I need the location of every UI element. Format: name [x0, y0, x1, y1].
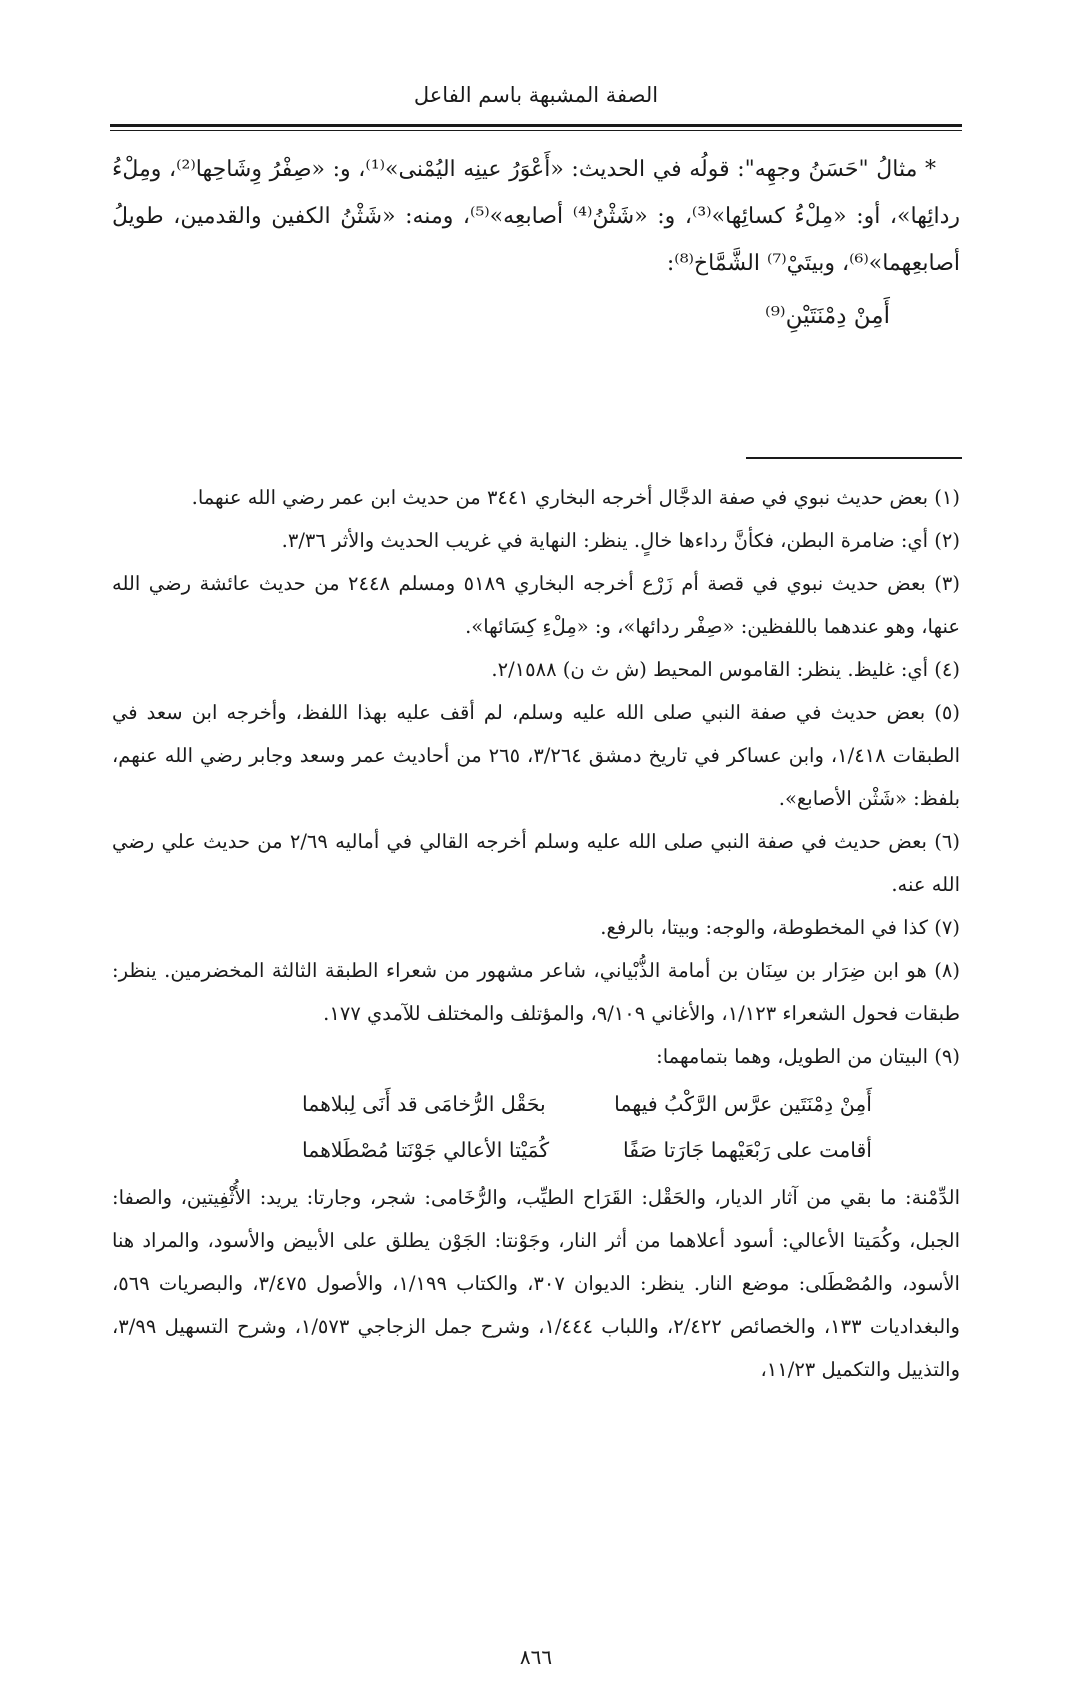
- footnote-9: (٩) البيتان من الطويل، وهما بتمامهما:: [656, 1045, 960, 1068]
- poem-hemistich-second: بحَقْل الرُّخامَى قد أَنَى لِبلاهما: [302, 1092, 546, 1116]
- footnote-5: (٥) بعض حديث في صفة النبي صلى الله عليه وسلم، لم أقف عليه بهذا اللفظ، وأخرجه ابن سعد في الطبقات ١/٤١٨، وابن عساكر في تاريخ دمشق ٣/٢٦٤، ٢٦٥ من أحاديث عمر وسعد وجابر رضي الله عنهم، بلفظ: «شَثْن الأصابع».: [112, 701, 960, 810]
- footnote-glossary: الدِّمْنة: ما بقي من آثار الديار، والحَقْل: القَرَاح الطيِّب، والرُّخَامى: شجر، وجارتا: يريد: الأُثْفِيتين، والصفا: الجبل، وكُمَيتا الأعالي: أسود أعلاهما من أثر النار، وجَوْنتا: الجَوْن يطلق على الأبيض والأسود، والمراد هنا الأسود، والمُصْطَلى: موضع النار. ينظر: الديوان ٣٠٧، والكتاب ١/١٩٩، والأصول ٣/٤٧٥، والبصريات ٥٦٩، والبغداديات ١٣٣، والخصائص ٢/٤٢٢، واللباب ١/٤٤٤، وشرح جمل الزجاجي ١/٥٧٣، وشرح التسهيل ٣/٩٩، والتذييل والتكميل ١١/٢٣،: [112, 1186, 960, 1381]
- running-title: الصفة المشبهة باسم الفاعل: [413, 83, 659, 107]
- main-paragraph: * مثالُ "حَسَنُ وجهِه": قولُه في الحديث: «أَعْوَرُ عينِه اليُمْنى»⁽¹⁾، و: «صِفْرُ وِشَاحِها⁽²⁾، ومِلْءُ ردائِها»، أو: «مِلْءُ كسائِها»⁽³⁾، و: «شَثْنُ⁽⁴⁾ أصابعِه»⁽⁵⁾، ومنه: «شَثْنُ الكفين والقدمين، طويلُ أصابعِهما»⁽⁶⁾، وبيتَيْ⁽⁷⁾ الشَّمَّاخ⁽⁸⁾:: [112, 157, 960, 276]
- footnote-1: (١) بعض حديث نبوي في صفة الدجَّال أخرجه البخاري ٣٤٤١ من حديث ابن عمر رضي الله عنهما.: [191, 486, 960, 509]
- footnote-7: (٧) كذا في المخطوطة، والوجه: وبيتا، بالرفع.: [600, 916, 960, 939]
- page-number: ٨٦٦: [519, 1645, 553, 1669]
- footnote-3: (٣) بعض حديث نبوي في قصة أم زَرْع أخرجه البخاري ٥١٨٩ ومسلم ٢٤٤٨ من حديث عائشة رضي الله عنها، وهو عندهما باللفظين: «صِفْر ردائها»، و: «مِلْءِ كِسَائها».: [112, 572, 961, 638]
- header-rule-thin: [110, 130, 962, 131]
- verse-fragment: أَمِنْ دِمْنَتَيْنِ⁽⁹⁾: [765, 303, 890, 329]
- poem: [112, 1081, 960, 1173]
- footnote-8: (٨) هو ابن ضِرَار بن سِنَان بن أمامة الذُّبْياني، شاعر مشهور من شعراء الطبقة الثالثة المخضرمين. ينظر: طبقات فحول الشعراء ١/١٢٣، والأغاني ٩/١٠٩، والمؤتلف والمختلف للآمدي ١٧٧.: [112, 959, 960, 1025]
- poem-hemistich-first: أقامت على رَبْعَيْهما جَارَتا صَفًا: [622, 1138, 872, 1162]
- poem-hemistich-first: أَمِنْ دِمْنَتَين عرَّس الرَّكْبُ فيهما: [614, 1092, 872, 1116]
- footnote-2: (٢) أي: ضامرة البطن، فكأنَّ رداءها خالٍ. ينظر: النهاية في غريب الحديث والأثر ٣/٣٦.: [281, 529, 960, 552]
- footnote-6: (٦) بعض حديث في صفة النبي صلى الله عليه وسلم أخرجه القالي في أماليه ٢/٦٩ من حديث علي رضي الله عنه.: [112, 830, 960, 896]
- poem-line: [112, 1081, 960, 1127]
- footnote-separator: [746, 457, 962, 459]
- header-rule-thick: [110, 124, 962, 127]
- footnote-4: (٤) أي: غليظ. ينظر: القاموس المحيط (ش ث ن) ٢/١٥٨٨.: [491, 658, 960, 681]
- poem-line: [112, 1127, 960, 1173]
- main-text: [112, 146, 960, 340]
- poem-hemistich-second: كُمَيْتا الأعالي جَوْنَتا مُصْطَلاهما: [302, 1138, 550, 1162]
- footnotes: [112, 476, 960, 1391]
